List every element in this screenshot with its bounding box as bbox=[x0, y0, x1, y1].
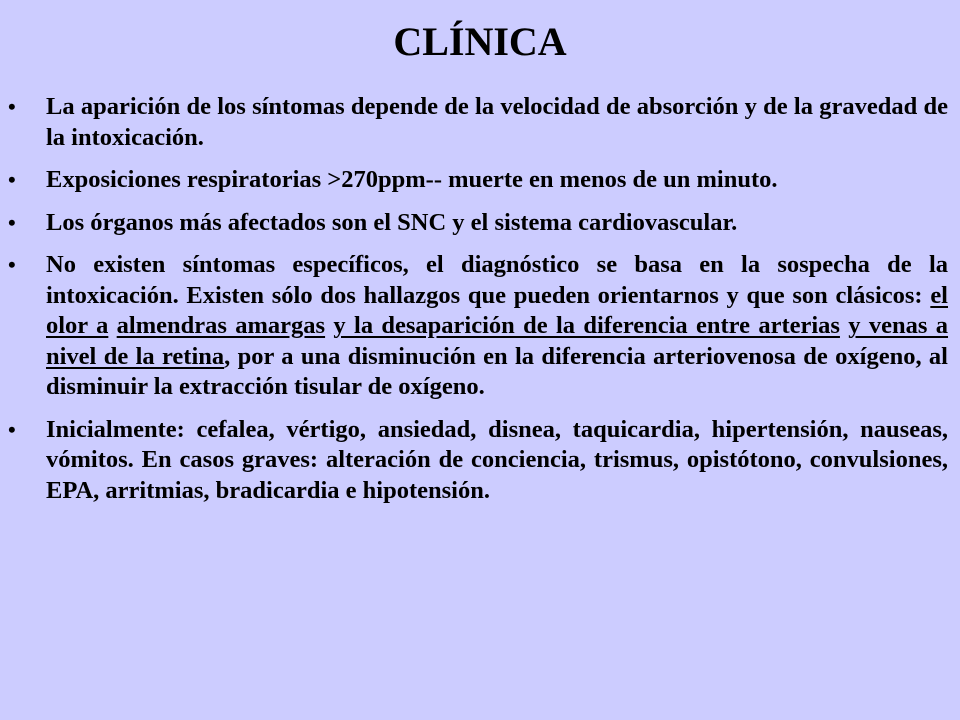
underlined-text-retina: y venas a nivel de la retina bbox=[46, 312, 949, 370]
bullet-text: Exposiciones respiratorias >270ppm-- muerte en menos de un minuto. bbox=[46, 166, 778, 193]
bullet-item-diagnosis bbox=[0, 250, 960, 403]
bullet-text: La aparición de los síntomas depende de la velocidad de absorción y de la gravedad de la intoxicación. bbox=[46, 93, 948, 151]
bullet-list bbox=[0, 92, 960, 518]
underlined-text-bitter-almonds: almendras amargas bbox=[116, 312, 326, 339]
text-segment: , por a una disminución en la diferencia arteriovenosa de oxígeno, al disminuir la extracción tisular de oxígeno. bbox=[46, 342, 948, 400]
bullet-text bbox=[46, 251, 948, 400]
underlined-text-arteries: y la desaparición de la diferencia entre arterias bbox=[333, 312, 840, 339]
bullet-item-affected-organs bbox=[0, 208, 960, 239]
bullet-icon: • bbox=[8, 167, 16, 192]
bullet-item-onset bbox=[0, 92, 960, 153]
bullet-icon: • bbox=[8, 416, 16, 442]
bullet-icon: • bbox=[8, 94, 16, 119]
underlined-text-almond-odor: el olor a bbox=[46, 281, 948, 339]
slide-title: CLÍNICA bbox=[393, 19, 567, 64]
bullet-item-respiratory-exposure bbox=[0, 165, 960, 196]
bullet-text: Los órganos más afectados son el SNC y el sistema cardiovascular. bbox=[46, 208, 738, 236]
text-segment bbox=[108, 312, 116, 339]
bullet-item-symptoms bbox=[0, 415, 960, 507]
bullet-icon: • bbox=[8, 252, 16, 277]
bullet-icon: • bbox=[8, 209, 16, 235]
bullet-text: Inicialmente: cefalea, vértigo, ansiedad, disnea, taquicardia, hipertensión, nauseas, vómitos. En casos graves: alteración de conciencia, trismus, opistótono, convulsiones, EPA, arritmias, bradicardia e hipotensión. bbox=[46, 415, 948, 504]
text-segment: No existen síntomas específicos, el diagnóstico se basa en la sospecha de la intoxicación. Existen sólo dos hallazgos que pueden orientarnos y que son clásicos: bbox=[46, 251, 948, 309]
